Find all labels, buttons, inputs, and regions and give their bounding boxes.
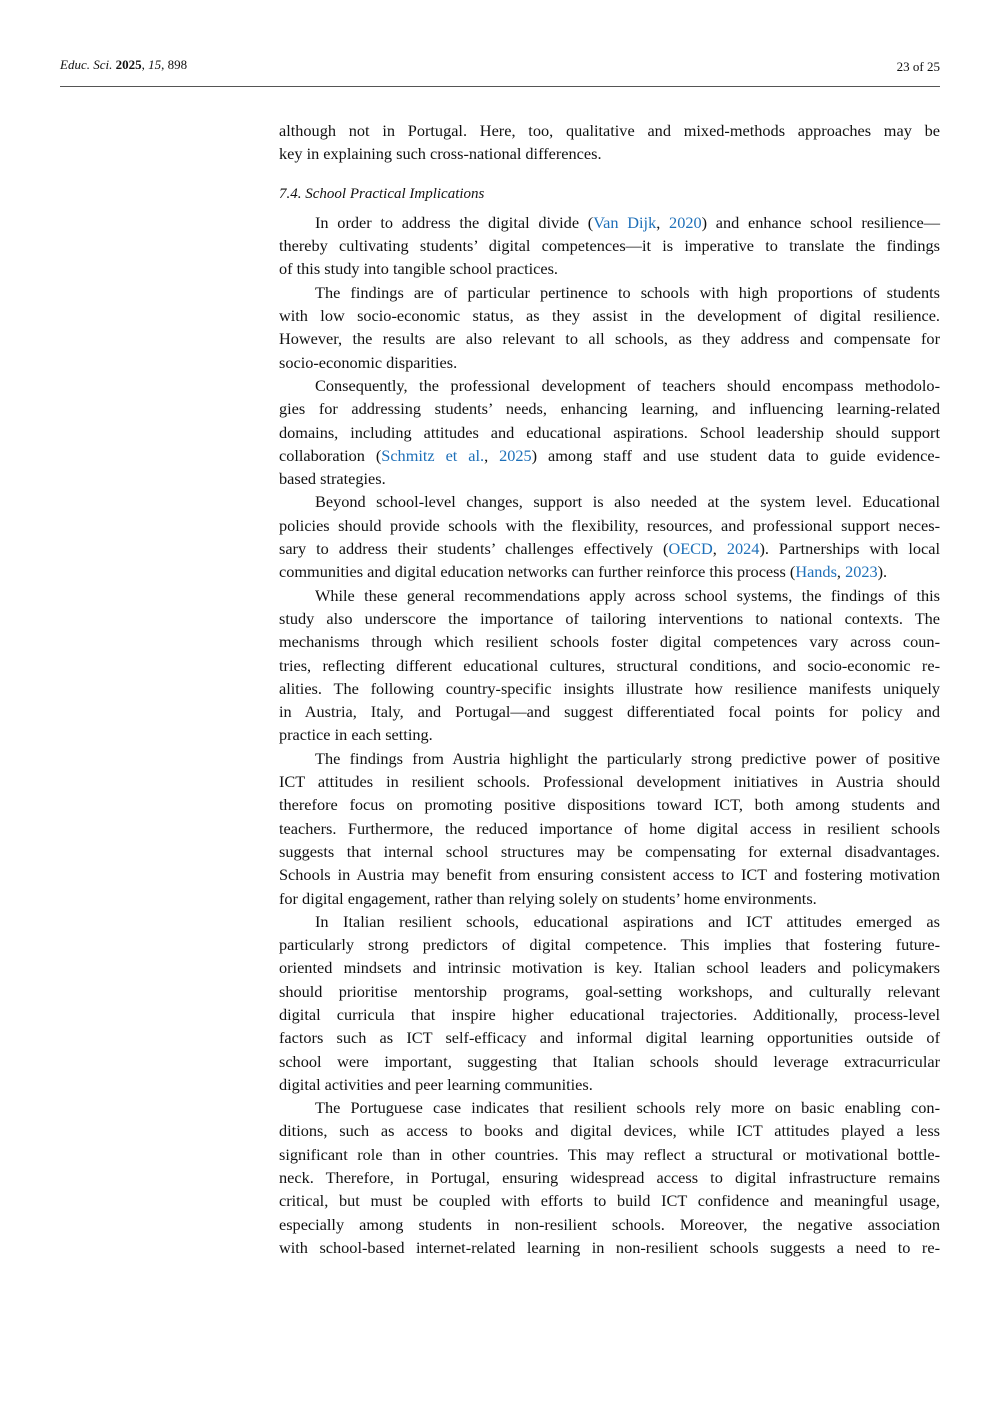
text-line: for digital engagement, rather than relying solely on students’ home environments. [279,888,817,908]
text-line: ditions, such as access to books and digital devices, while ICT attitudes played a less [279,1121,940,1141]
paragraph [279,747,940,910]
text-line: socio-economic disparities. [279,352,458,372]
text-line: practice in each setting. [279,725,433,745]
text-line: communities and digital education networks can further reinforce this process (Hands, 2023). [279,562,888,582]
text-line: critical, but must be coupled with efforts to build ICT confidence and meaningful usage, [279,1191,940,1211]
citation-link[interactable]: 2024 [726,539,760,559]
journal-name: Educ. Sci. [60,57,113,72]
running-header-citation: Educ. Sci. 2025, 15, 898 [60,57,188,72]
text-line: especially among students in non-resilient schools. Moreover, the negative association [279,1214,940,1234]
article-body [279,119,940,1259]
text-line: The findings from Austria highlight the particularly strong predictive power of positive [315,748,940,768]
text-line: although not in Portugal. Here, too, qualitative and mixed-methods approaches may be [279,121,940,140]
text-line: particularly strong predictors of digital competence. This implies that fostering future- [279,935,940,955]
citation-link[interactable]: 2025 [499,445,532,465]
paragraph [279,119,940,166]
text-line: factors such as ICT self-efficacy and informal digital learning opportunities outside of [279,1028,940,1048]
text-line: therefore focus on promoting positive dispositions toward ICT, both among students and [279,795,940,815]
citation-link[interactable]: 2020 [669,212,702,232]
page-number: 23 of 25 [896,59,940,74]
paragraph [279,584,940,747]
text-line: neck. Therefore, in Portugal, ensuring widespread access to digital infrastructure remains [279,1168,940,1188]
text-line: tries, reflecting different educational cultures, structural conditions, and socio-economic re- [279,655,940,675]
paragraph [279,1096,940,1259]
text-line: policies should provide schools with the flexibility, resources, and professional support neces- [279,515,940,535]
text-line: significant role than in other countries. This may reflect a structural or motivational bottle- [279,1144,940,1164]
paragraph [279,374,940,490]
paragraph [279,281,940,374]
citation-link[interactable]: Van Dijk [593,212,657,232]
text-line: suggests that internal school structures may be compensating for external disadvantages. [279,841,940,861]
text-line: In Italian resilient schools, educational aspirations and ICT attitudes emerged as [315,911,940,931]
text-line: domains, including attitudes and educational aspirations. School leadership should support [279,422,940,442]
text-line: school were important, suggesting that Italian schools should leverage extracurricular [279,1051,940,1071]
text-line: study also underscore the importance of tailoring interventions to national contexts. The [279,608,940,628]
text-line: with school-based internet-related learning in non-resilient schools suggests a need to re- [279,1237,940,1257]
text-line: mechanisms through which resilient schools foster digital competences vary across coun- [279,632,940,652]
citation-link[interactable]: OECD [668,539,713,559]
text-line: based strategies. [279,469,386,489]
journal-year: 2025 [115,57,142,72]
text-line: with low socio-economic status, as they assist in the development of digital resilience. [279,306,940,326]
text-line: While these general recommendations apply across school systems, the findings of this [315,585,940,605]
text-line: alities. The following country-specific insights illustrate how resilience manifests uniquely [279,678,940,698]
paragraph [279,211,940,281]
text-line: Consequently, the professional development of teachers should encompass methodolo- [315,375,940,395]
section-heading: 7.4. School Practical Implications [279,185,485,202]
text-line: gies for addressing students’ needs, enhancing learning, and influencing learning-related [279,399,940,419]
text-line: thereby cultivating students’ digital competences—it is imperative to translate the findings [279,236,940,256]
text-line: in Austria, Italy, and Portugal—and suggest differentiated focal points for policy and [279,702,940,722]
citation-link[interactable]: 2023 [845,562,878,582]
text-line: oriented mindsets and intrinsic motivation is key. Italian school leaders and policymakers [279,958,940,978]
text-line: The Portuguese case indicates that resilient schools rely more on basic enabling con- [315,1098,940,1118]
text-line: Schools in Austria may benefit from ensuring consistent access to ICT and fostering motivation [279,865,940,885]
paragraph [279,910,940,1096]
text-line: sary to address their students’ challenges effectively (OECD, 2024). Partnerships with local [279,539,941,559]
text-line: The findings are of particular pertinence to schools with high proportions of students [315,282,940,302]
text-line: teachers. Furthermore, the reduced importance of home digital access in resilient schools [279,818,940,838]
journal-volume: 15 [148,57,162,72]
text-line: digital curricula that inspire higher educational trajectories. Additionally, process-level [279,1004,940,1024]
header-rule [60,86,940,87]
article-number: 898 [167,57,188,72]
paragraph [279,490,940,583]
text-line: digital activities and peer learning communities. [279,1074,593,1094]
text-line: of this study into tangible school practices. [279,259,558,279]
text-line: collaboration (Schmitz et al., 2025) among staff and use student data to guide evidence- [279,445,940,465]
text-line: key in explaining such cross-national differences. [279,144,602,164]
text-line: ICT attitudes in resilient schools. Professional development initiatives in Austria should [279,772,940,792]
text-line: However, the results are also relevant to all schools, as they address and compensate for [279,329,940,349]
text-line: should prioritise mentorship programs, goal-setting workshops, and culturally relevant [279,981,940,1001]
text-line: Beyond school-level changes, support is also needed at the system level. Educational [315,492,940,512]
citation-link[interactable]: Hands [795,562,837,582]
text-line: In order to address the digital divide (Van Dijk, 2020) and enhance school resilience— [315,212,940,232]
citation-link[interactable]: Schmitz et al. [381,445,485,465]
